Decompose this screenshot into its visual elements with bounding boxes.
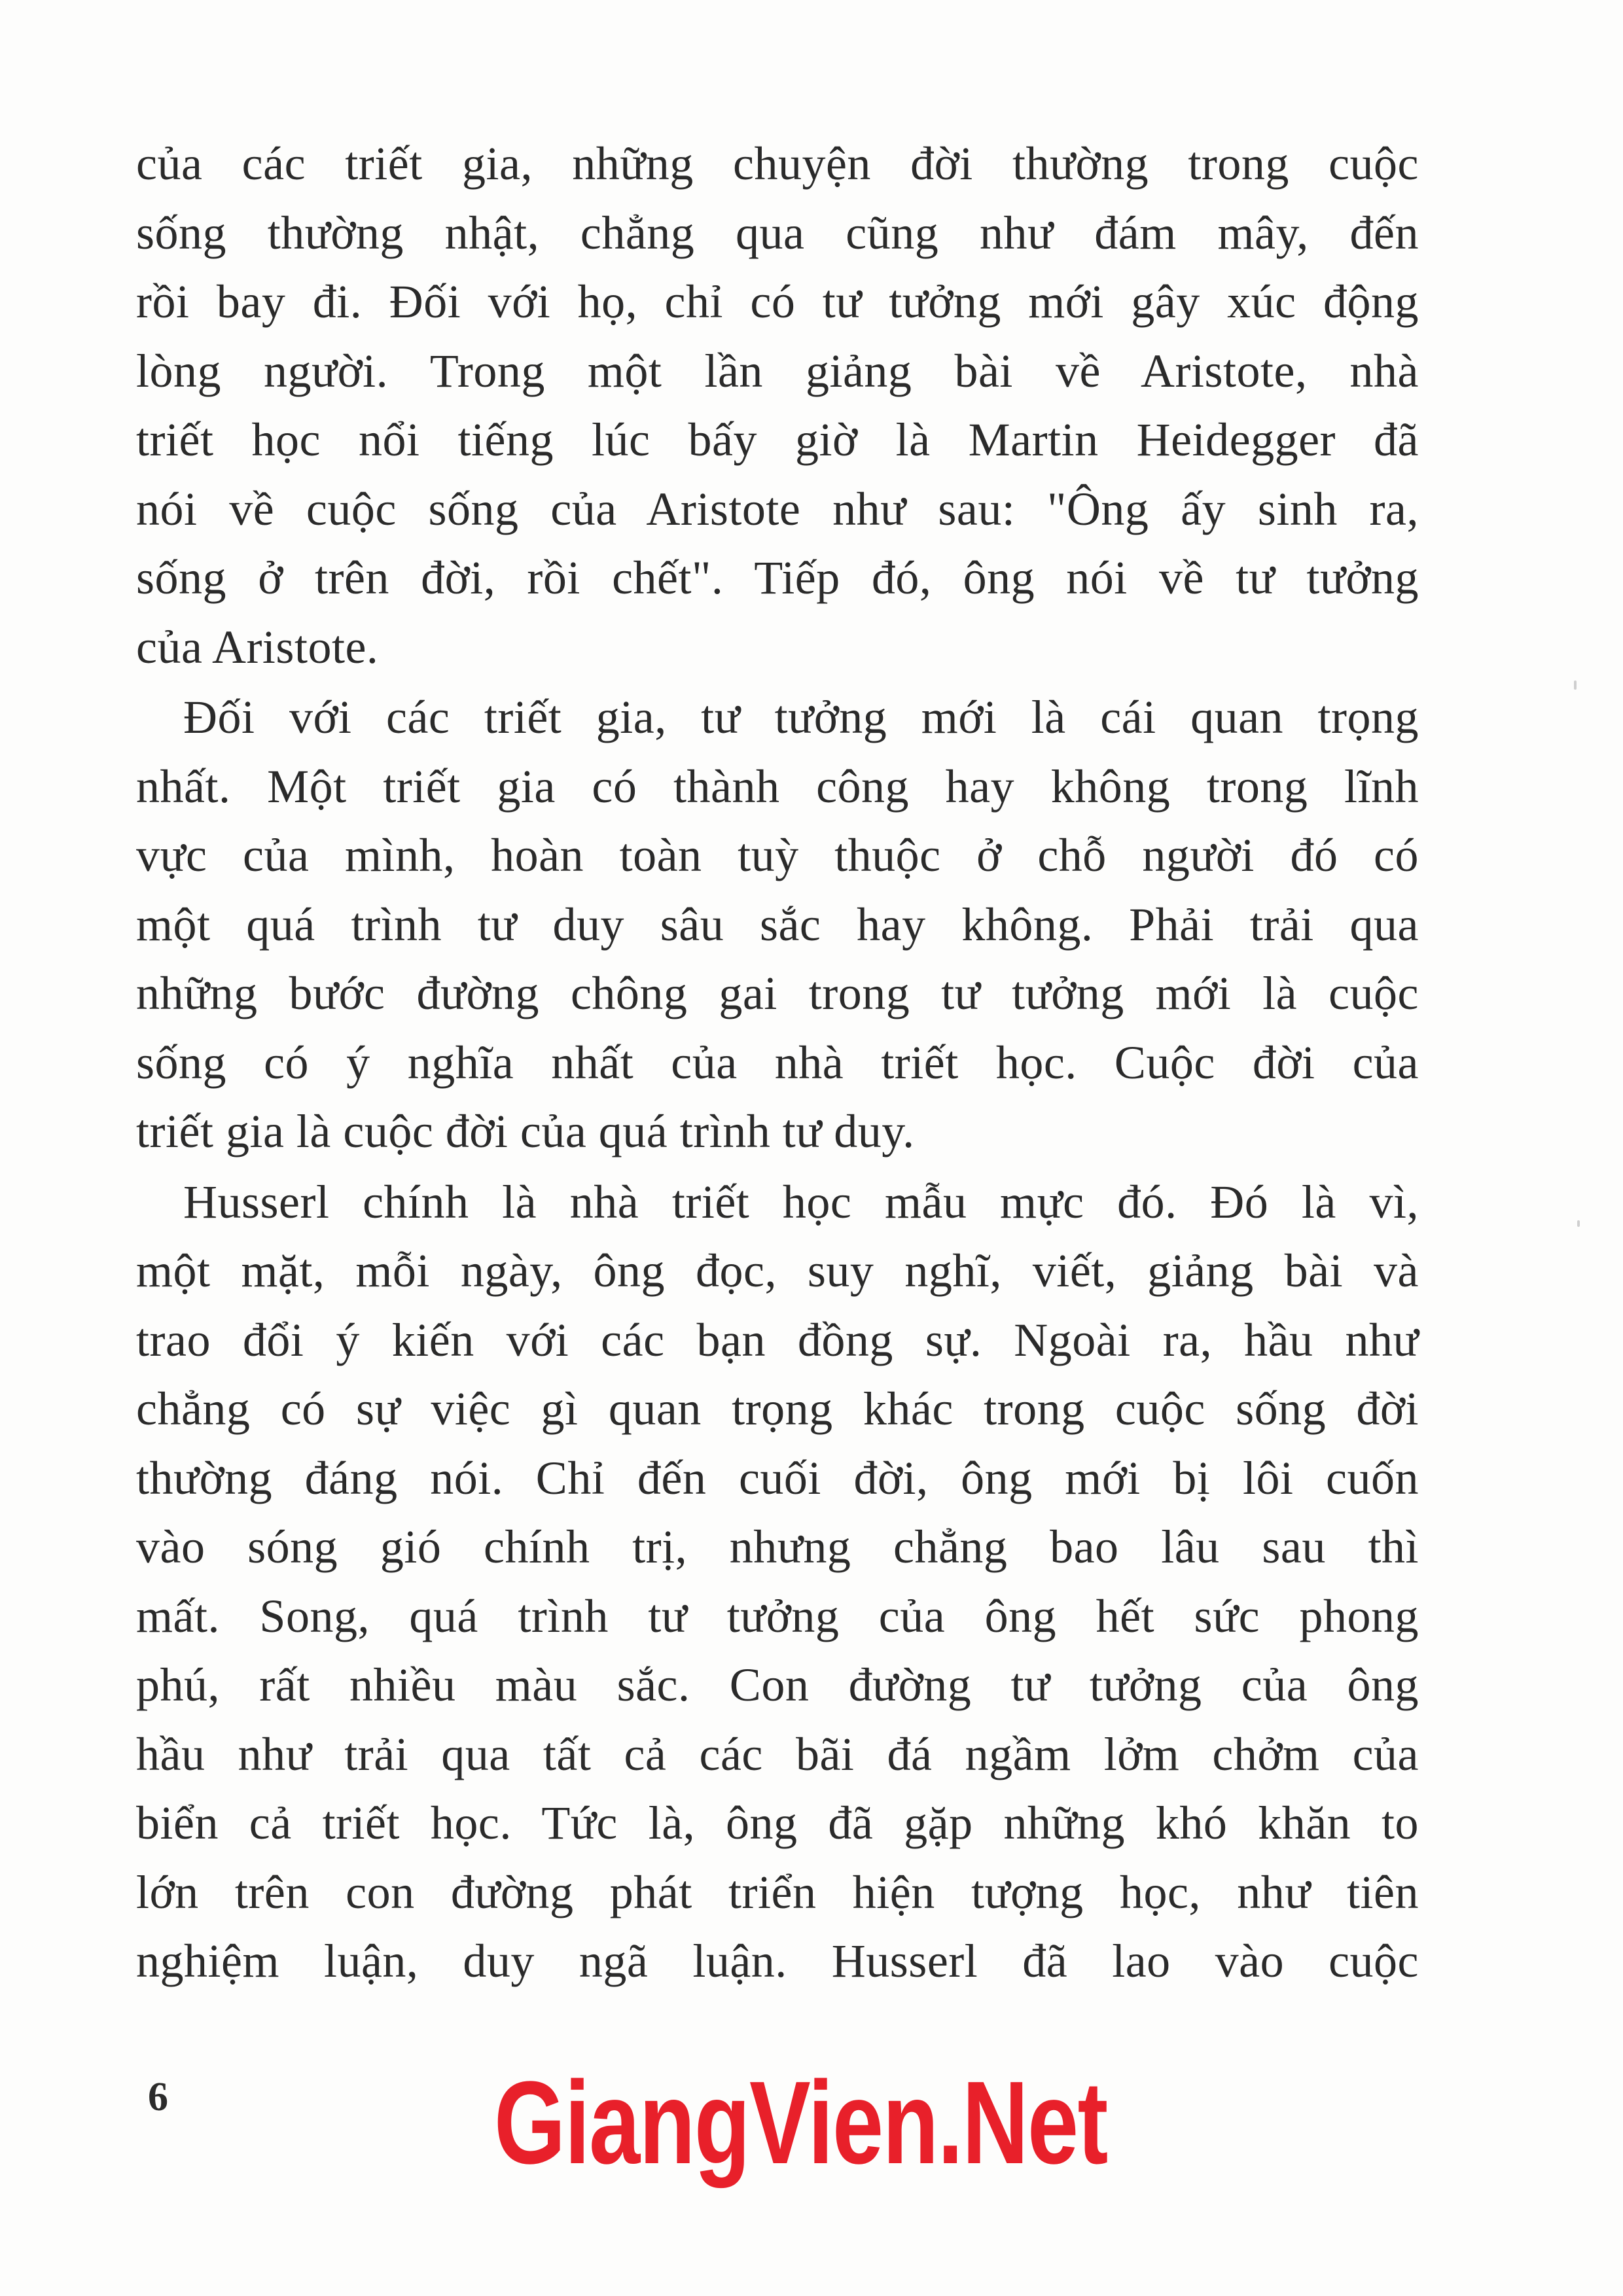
text-line: của Aristote. (136, 620, 379, 673)
text-line: Husserl chính là nhà triết học mẫu mực đó. Đó là vì, (183, 1175, 1419, 1228)
text-line: rồi bay đi. Đối với họ, chỉ có tư tưởng mới gây xúc động (136, 275, 1419, 328)
text-line: sống thường nhật, chẳng qua cũng như đám mây, đến (136, 206, 1419, 259)
text-line: mất. Song, quá trình tư tưởng của ông hết sức phong (136, 1589, 1419, 1642)
body-text (136, 130, 1419, 1996)
page-number: 6 (148, 2075, 168, 2119)
text-line: hầu như trải qua tất cả các bãi đá ngầm lởm chởm của (136, 1727, 1419, 1780)
text-line: nghiệm luận, duy ngã luận. Husserl đã lao vào cuộc (136, 1935, 1419, 1987)
paragraph (136, 683, 1419, 1167)
text-line: Đối với các triết gia, tư tưởng mới là cái quan trọng (183, 691, 1419, 743)
text-line: những bước đường chông gai trong tư tưởng mới là cuộc (136, 967, 1419, 1019)
paragraph (136, 130, 1419, 682)
text-line: sống ở trên đời, rồi chết". Tiếp đó, ông nói về tư tưởng (136, 552, 1419, 604)
text-line: thường đáng nói. Chỉ đến cuối đời, ông mới bị lôi cuốn (136, 1451, 1419, 1504)
text-line: của các triết gia, những chuyện đời thường trong cuộc (136, 137, 1419, 190)
text-line: triết gia là cuộc đời của quá trình tư duy. (136, 1105, 915, 1157)
scan-speck (1577, 1220, 1580, 1227)
text-line: vào sóng gió chính trị, nhưng chẳng bao lâu sau thì (136, 1521, 1419, 1573)
scan-speck (1574, 680, 1577, 690)
text-line: phú, rất nhiều màu sắc. Con đường tư tưởng của ông (136, 1659, 1419, 1711)
text-line: một quá trình tư duy sâu sắc hay không. Phải trải qua (136, 898, 1419, 951)
text-line: chẳng có sự việc gì quan trọng khác trong cuộc sống đời (136, 1383, 1419, 1435)
text-line: lớn trên con đường phát triển hiện tượng học, như tiên (136, 1865, 1419, 1918)
watermark-logo: GiangVien.Net (494, 2057, 1107, 2189)
text-line: sống có ý nghĩa nhất của nhà triết học. Cuộc đời của (136, 1036, 1419, 1089)
text-line: lòng người. Trong một lần giảng bài về Aristote, nhà (136, 344, 1419, 397)
text-line: biển cả triết học. Tức là, ông đã gặp những khó khăn to (136, 1797, 1419, 1849)
text-line: nhất. Một triết gia có thành công hay không trong lĩnh (136, 760, 1419, 813)
text-line: vực của mình, hoàn toàn tuỳ thuộc ở chỗ người đó có (136, 829, 1419, 881)
paragraph (136, 1168, 1419, 1996)
text-line: triết học nổi tiếng lúc bấy giờ là Martin Heidegger đã (136, 414, 1419, 466)
text-line: một mặt, mỗi ngày, ông đọc, suy nghĩ, viết, giảng bài và (136, 1245, 1419, 1297)
text-line: trao đổi ý kiến với các bạn đồng sự. Ngoài ra, hầu như (136, 1313, 1419, 1366)
text-line: nói về cuộc sống của Aristote như sau: "Ông ấy sinh ra, (136, 482, 1419, 535)
